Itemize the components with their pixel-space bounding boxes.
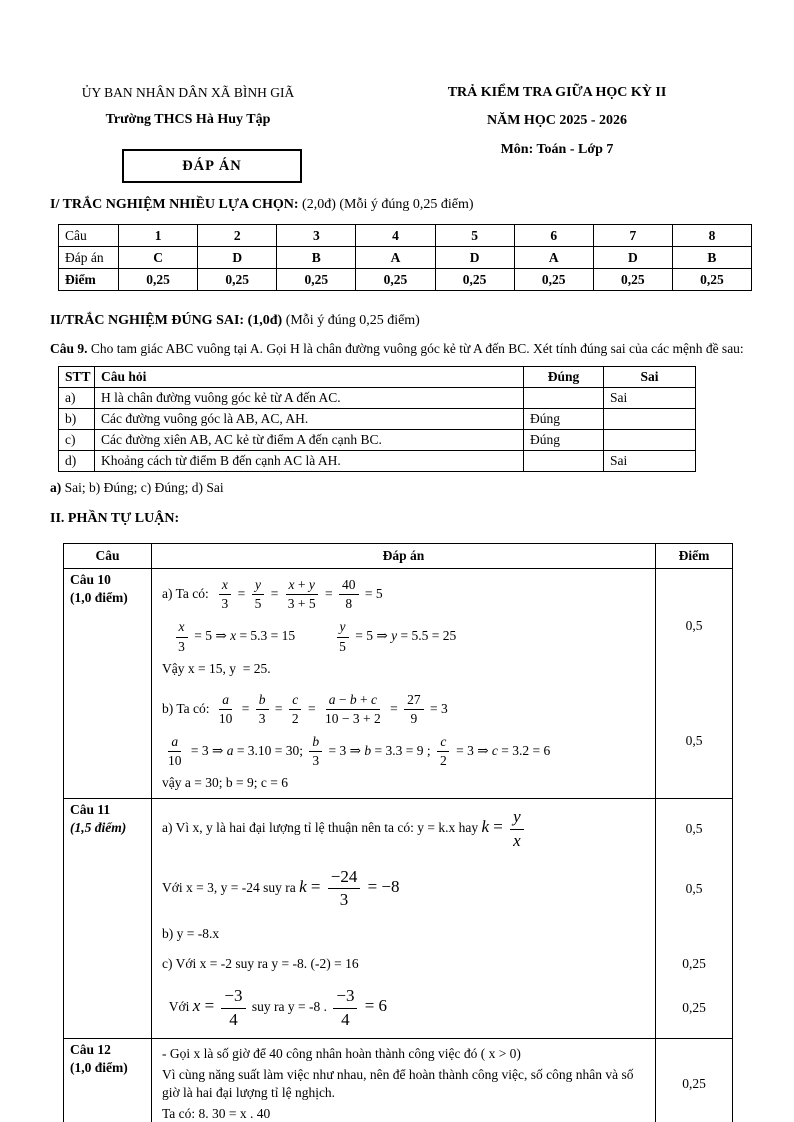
fraction-denominator: 5	[339, 638, 346, 654]
answer-line	[162, 617, 647, 656]
mc-cell: 4	[356, 225, 435, 247]
fraction	[322, 692, 384, 727]
text-run: - Gọi x là số giờ để 40 công nhân hoàn thành công việc đó ( x > 0)	[162, 1046, 521, 1062]
fraction-numerator: b	[309, 734, 322, 752]
text-run: a) Ta có:	[162, 585, 216, 601]
text-run: Vậy x = 15, y = 25.	[162, 660, 271, 676]
answer-line	[162, 1105, 647, 1122]
answer-line	[162, 575, 647, 614]
mc-cell: 0,25	[672, 269, 751, 291]
fraction	[256, 692, 269, 727]
school-year: NĂM HỌC 2025 - 2026	[487, 113, 627, 129]
text-run: b) y = -8.x	[162, 925, 220, 941]
fraction-numerator: x	[219, 577, 231, 595]
answer-line	[162, 1045, 647, 1063]
fraction-numerator: 40	[339, 577, 359, 595]
answer-line	[162, 732, 647, 771]
fraction	[328, 867, 361, 911]
essay-block-row	[64, 859, 733, 919]
tf-cell-answer	[524, 450, 604, 471]
math-run: = 6	[360, 996, 388, 1016]
question9-answer-summary	[50, 479, 750, 497]
essay-answer-cell	[152, 919, 656, 949]
fraction-numerator: b	[256, 692, 269, 710]
essay-score-cell	[656, 919, 733, 949]
mc-cell: B	[277, 247, 356, 269]
essay-score-cell: 0,5	[656, 799, 733, 859]
math-run: x =	[192, 996, 219, 1016]
answer-line	[162, 805, 647, 853]
tf-cell-stt: c)	[59, 429, 95, 450]
fraction-denominator: 3	[339, 890, 349, 910]
tf-header-true: Đúng	[524, 366, 604, 387]
text-run: Với x = 3, y = -24 suy ra	[162, 879, 300, 895]
mc-cell: D	[198, 247, 277, 269]
essay-score-cell: 0,25	[656, 1039, 733, 1122]
mc-cell: 7	[593, 225, 672, 247]
essay-answers-table	[63, 543, 733, 1122]
fraction-numerator: y	[337, 619, 349, 637]
fraction-denominator: 2	[439, 753, 447, 769]
essay-answer-cell	[152, 1039, 656, 1122]
essay-answer-cell	[152, 949, 656, 979]
tf-cell-question: Khoảng cách từ điểm B đến cạnh AC là AH.	[95, 450, 524, 471]
math-run: = 5 ⇒ x = 5.3 = 15	[190, 628, 296, 644]
math-run: = 5 ⇒ y = 5.5 = 25	[351, 628, 457, 644]
essay-block-row	[64, 799, 733, 859]
essay-block-row	[64, 949, 733, 979]
answer-line	[162, 774, 647, 792]
mc-cell: 0,25	[119, 269, 198, 291]
mc-row-label: Điểm	[59, 269, 119, 291]
mc-cell: D	[435, 247, 514, 269]
fraction-denominator: 4	[341, 1009, 350, 1029]
essay-answer-cell	[152, 978, 656, 1038]
fraction-numerator: −3	[221, 986, 245, 1008]
text-run: Vì cùng năng suất làm việc như nhau, nên để hoàn thành công việc, số công nhân và số giờ là hai đại lượng tỉ lệ nghịch.	[162, 1066, 637, 1100]
tf-header-stt: STT	[59, 366, 95, 387]
fraction-numerator: a − b + c	[326, 692, 380, 710]
mc-cell: C	[119, 247, 198, 269]
fraction-numerator: a	[219, 692, 232, 710]
section2-subtitle: (Mỗi ý đúng 0,25 điểm)	[282, 313, 420, 329]
mc-cell: 0,25	[435, 269, 514, 291]
fraction-denominator: 3	[221, 596, 229, 612]
mc-row-label: Câu	[59, 225, 119, 247]
fraction-numerator: a	[168, 734, 181, 752]
essay-header-diem: Điểm	[656, 544, 733, 569]
math-run: = 5	[361, 585, 383, 601]
mc-cell: 3	[277, 225, 356, 247]
mc-cell: 6	[514, 225, 593, 247]
text-run: Ta có: 8. 30 = x . 40	[162, 1105, 271, 1121]
fraction	[333, 986, 357, 1030]
subject-grade: Môn: Toán - Lớp 7	[500, 141, 614, 157]
section2-heading	[50, 312, 750, 330]
text-run: c) Với x = -2 suy ra y = -8. (-2) = 16	[162, 955, 359, 971]
tf-cell-answer: Đúng	[524, 408, 604, 429]
text-run: Với	[162, 999, 193, 1015]
essay-answer-cell	[152, 859, 656, 919]
fraction	[309, 734, 322, 769]
tf-header-row	[59, 366, 696, 387]
essay-block-row	[64, 1039, 733, 1122]
essay-score-cell: 0,25	[656, 949, 733, 979]
section1-heading	[50, 196, 750, 214]
math-run: = 3 ⇒ c = 3.2 = 6	[452, 742, 551, 758]
answer-line	[162, 984, 647, 1032]
tf-cell-stt: a)	[59, 387, 95, 408]
essay-answer-cell	[152, 799, 656, 859]
essay-header-dapan: Đáp án	[152, 544, 656, 569]
mc-cell: 0,25	[356, 269, 435, 291]
fraction-denominator: 3	[312, 753, 320, 769]
mc-cell: 0,25	[593, 269, 672, 291]
answer-key-label: ĐÁP ÁN	[182, 157, 242, 174]
fraction-denominator: 4	[229, 1009, 238, 1029]
true-false-table	[58, 366, 696, 472]
tf-row	[59, 429, 696, 450]
mc-row	[59, 225, 752, 247]
mc-cell: A	[514, 247, 593, 269]
exam-title: TRẢ KIỂM TRA GIỮA HỌC KỲ II	[447, 85, 667, 100]
summary-label: a)	[50, 479, 62, 495]
tf-cell-question: Các đường xiên AB, AC kẻ từ điểm A đến cạnh BC.	[95, 429, 524, 450]
essay-score-cell: 0,5	[656, 859, 733, 919]
answer-key-box	[122, 149, 302, 183]
math-run: =	[304, 700, 320, 716]
question9-text: Cho tam giác ABC vuông tại A. Gọi H là chân đường vuông góc kẻ từ A đến BC. Xét tính đúng sai của các mệnh đề sau:	[87, 340, 744, 356]
mc-cell: 1	[119, 225, 198, 247]
fraction-numerator: y	[252, 577, 264, 595]
fraction	[219, 577, 232, 612]
text-run: vậy a = 30; b = 9; c = 6	[162, 775, 288, 791]
mc-row	[59, 269, 752, 291]
mc-cell: 0,25	[514, 269, 593, 291]
summary-text: Sai; b) Đúng; c) Đúng; d) Sai	[61, 479, 224, 495]
tf-row	[59, 387, 696, 408]
answer-line	[162, 865, 647, 913]
math-run: k =	[481, 817, 508, 837]
fraction	[165, 734, 185, 769]
tf-cell-answer: Sai	[604, 387, 696, 408]
text-run: suy ra y = -8 .	[248, 999, 331, 1015]
tf-cell-stt: b)	[59, 408, 95, 429]
essay-block-row	[64, 569, 733, 684]
essay-question-cell	[64, 1039, 152, 1122]
fraction-numerator: c	[289, 692, 301, 710]
fraction-denominator: x	[513, 830, 521, 850]
essay-section-heading: II. PHẦN TỰ LUẬN:	[50, 510, 180, 526]
tf-cell-answer: Sai	[604, 450, 696, 471]
header-left-block	[60, 84, 316, 183]
math-run: =	[234, 585, 249, 601]
fraction-denominator: 8	[345, 596, 353, 612]
essay-question-id: Câu 10	[70, 572, 111, 588]
fraction-denominator: 3 + 5	[287, 596, 316, 612]
math-run: = 3 ⇒ b = 3.3 = 9 ;	[325, 742, 434, 758]
document-header	[50, 84, 750, 196]
fraction	[437, 734, 450, 769]
fraction	[221, 986, 245, 1030]
essay-question-points-label: (1,5 điểm)	[70, 819, 127, 835]
essay-answer-cell	[152, 569, 656, 684]
answer-line	[162, 955, 647, 973]
mc-cell: 5	[435, 225, 514, 247]
fraction-denominator: 5	[254, 596, 262, 612]
math-run: =	[271, 700, 286, 716]
tf-cell-answer	[604, 429, 696, 450]
essay-score-cell: 0,25	[656, 978, 733, 1038]
question9-statement	[50, 340, 746, 358]
essay-question-cell	[64, 569, 152, 799]
question9-label: Câu 9.	[50, 340, 88, 356]
math-run: k =	[299, 876, 325, 896]
answer-line	[162, 1066, 647, 1102]
tf-header-false: Sai	[604, 366, 696, 387]
tf-cell-question: Các đường vuông góc là AB, AC, AH.	[95, 408, 524, 429]
fraction	[289, 692, 302, 727]
fraction-numerator: −24	[328, 867, 361, 889]
tf-cell-answer: Đúng	[524, 429, 604, 450]
tf-row	[59, 450, 696, 471]
section1-title: I/ TRẮC NGHIỆM NHIỀU LỰA CHỌN:	[50, 197, 299, 212]
fraction-numerator: x + y	[286, 577, 318, 595]
fraction	[404, 692, 424, 727]
text-run	[162, 628, 172, 643]
math-run: =	[321, 585, 337, 601]
tf-row	[59, 408, 696, 429]
tf-cell-answer	[604, 408, 696, 429]
fraction-numerator: −3	[333, 986, 357, 1008]
mc-cell: 2	[198, 225, 277, 247]
tf-header-question: Câu hỏi	[95, 366, 524, 387]
school-name: Trường THCS Hà Huy Tập	[105, 111, 271, 127]
fraction-numerator: y	[510, 807, 524, 829]
fraction-denominator: 10 − 3 + 2	[325, 710, 381, 726]
header-right-block	[392, 84, 722, 169]
fraction	[175, 619, 188, 654]
fraction-denominator: 10	[218, 710, 233, 726]
math-run: = −8	[363, 876, 400, 896]
essay-question-points-label: (1,0 điểm)	[70, 589, 128, 605]
fraction-denominator: 10	[168, 753, 182, 769]
essay-block-row	[64, 978, 733, 1038]
essay-block-row	[64, 919, 733, 949]
essay-block-row	[64, 684, 733, 799]
fraction-denominator: 2	[291, 710, 299, 726]
answer-line	[162, 660, 647, 678]
mc-row-label: Đáp án	[59, 247, 119, 269]
fraction-denominator: 3	[258, 710, 266, 726]
math-run: =	[386, 700, 402, 716]
mc-cell: D	[593, 247, 672, 269]
math-run: =	[238, 700, 253, 716]
fraction	[336, 619, 349, 654]
essay-header-cau: Câu	[64, 544, 152, 569]
math-run: = 3	[426, 700, 448, 716]
math-run: =	[267, 585, 282, 601]
mc-row	[59, 247, 752, 269]
essay-score-cell: 0,5	[656, 684, 733, 799]
essay-question-id: Câu 12	[70, 1042, 111, 1058]
mc-cell: B	[672, 247, 751, 269]
essay-answer-cell	[152, 684, 656, 799]
fraction	[510, 807, 524, 851]
answer-line	[162, 925, 647, 943]
fraction-numerator: c	[437, 734, 449, 752]
essay-header-row	[64, 544, 733, 569]
org-name: ỦY BAN NHÂN DÂN XÃ BÌNH GIÃ	[81, 85, 295, 100]
text-run: b) Ta có:	[162, 700, 213, 716]
fraction-denominator: 9	[410, 710, 418, 726]
answer-line	[162, 690, 647, 729]
essay-question-id: Câu 11	[70, 802, 111, 818]
tf-cell-answer	[524, 387, 604, 408]
fraction-numerator: x	[176, 619, 188, 637]
essay-score-cell: 0,5	[656, 569, 733, 684]
fraction	[339, 577, 359, 612]
essay-question-cell	[64, 799, 152, 1039]
mc-cell: 8	[672, 225, 751, 247]
mc-cell: 0,25	[198, 269, 277, 291]
fraction-denominator: 3	[178, 638, 185, 654]
fraction-numerator: 27	[404, 692, 424, 710]
text-run: a) Vì x, y là hai đại lượng tỉ lệ thuận nên ta có: y = k.x hay	[162, 820, 482, 836]
section2-title: II/TRẮC NGHIỆM ĐÚNG SAI: (1,0đ)	[50, 313, 283, 329]
section1-subtitle: (2,0đ) (Mỗi ý đúng 0,25 điểm)	[298, 197, 474, 212]
essay-question-points-label: (1,0 điểm)	[70, 1059, 128, 1075]
fraction	[252, 577, 265, 612]
tf-cell-question: H là chân đường vuông góc kẻ từ A đến AC.	[95, 387, 524, 408]
mc-cell: A	[356, 247, 435, 269]
mc-answers-table	[58, 224, 752, 291]
mc-cell: 0,25	[277, 269, 356, 291]
fraction	[285, 577, 319, 612]
math-run: = 3 ⇒ a = 3.10 = 30;	[187, 742, 307, 758]
fraction	[216, 692, 236, 727]
tf-cell-stt: d)	[59, 450, 95, 471]
